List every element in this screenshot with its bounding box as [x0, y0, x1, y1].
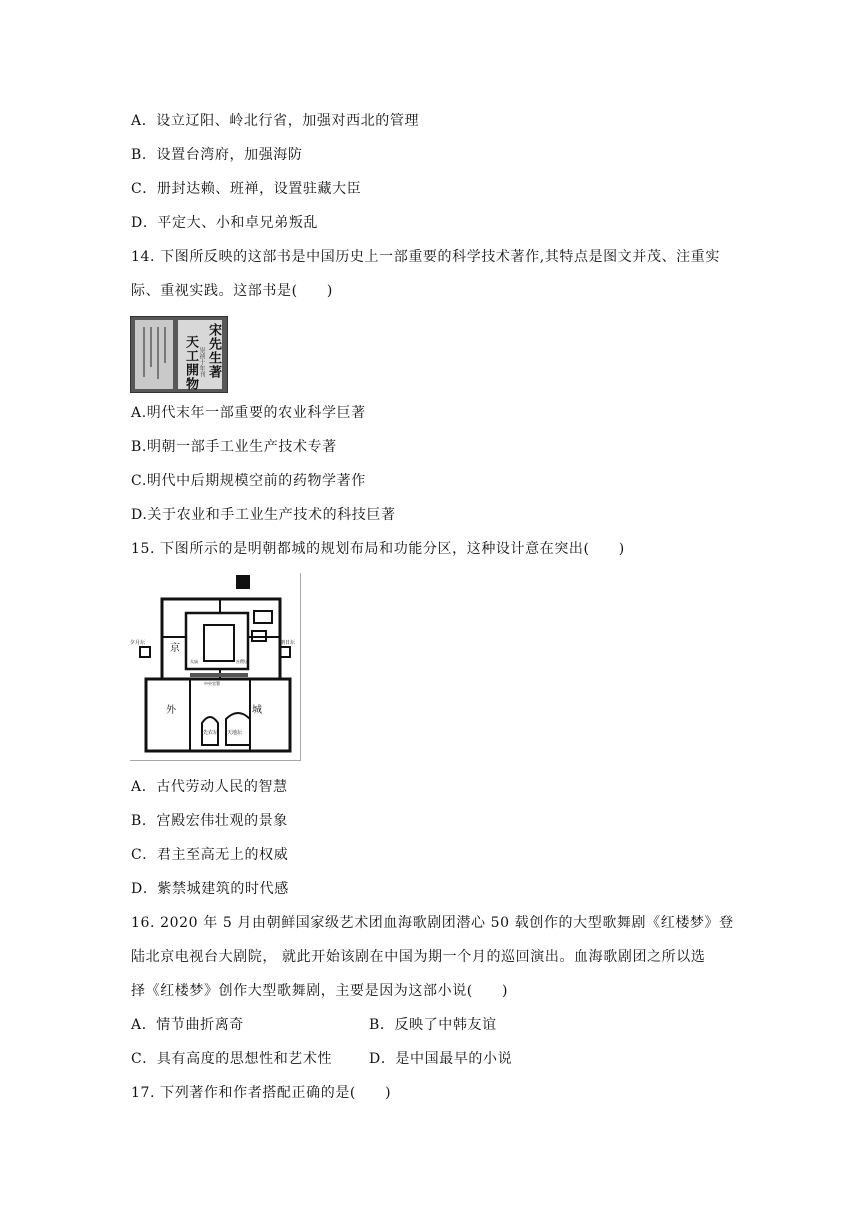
q14-option-c: C.明代中后期规模空前的药物学著作 — [131, 473, 366, 489]
map-label-gate: 中央官署 — [204, 681, 220, 686]
book-handwriting — [164, 327, 166, 363]
book-author-label: 宋先生著 — [206, 323, 221, 379]
tiangong-kaiwu-book-image — [130, 316, 228, 393]
q14-option-a: A.明代末年一部重要的农业科学巨著 — [131, 405, 366, 421]
q16-option-a: A．情节曲折离奇 — [131, 1017, 244, 1033]
q16-stem-line3: 择《红楼梦》创作大型歌舞剧，主要是因为这部小说( ) — [131, 983, 509, 999]
q13-option-a: A．设立辽阳、岭北行省，加强对西北的管理 — [131, 113, 420, 129]
q17-stem: 17. 下列著作和作者搭配正确的是( ) — [131, 1085, 392, 1101]
book-handwriting — [150, 327, 152, 367]
q16-stem-line1: 16. 2020 年 5 月由朝鲜国家级艺术团血海歌剧团潜心 50 载创作的大型歌舞剧《红楼梦》登 — [131, 915, 734, 931]
q16-option-b: B．反映了中韩友谊 — [369, 1017, 497, 1033]
map-label-altar: 社稷坛 — [236, 659, 248, 664]
map-label-tiandi: 天地坛 — [227, 730, 243, 736]
q14-stem-line1: 14. 下图所反映的这部书是中国历史上一部重要的科学技术著作,其特点是图文并茂、注重实 — [131, 249, 720, 265]
map-top-marker — [236, 575, 250, 589]
book-left-page — [135, 320, 173, 389]
book-small-note: 崇祯十年刊 — [198, 347, 205, 377]
q16-option-d: D．是中国最早的小说 — [369, 1051, 513, 1067]
q13-option-d: D．平定大、小和卓兄弟叛乱 — [131, 215, 319, 231]
map-label-xiyue: 夕月坛 — [130, 640, 146, 646]
q14-option-b: B.明朝一部手工业生产技术专著 — [131, 439, 337, 455]
map-label-ancestral: 太庙 — [190, 659, 198, 664]
q14-stem-line2: 际、重视实践。这部书是( ) — [131, 283, 333, 299]
q16-option-c: C．具有高度的思想性和艺术性 — [131, 1051, 333, 1067]
q13-option-b: B．设置台湾府，加强海防 — [131, 147, 303, 163]
q15-stem: 15. 下图所示的是明朝都城的规划布局和功能分区，这种设计意在突出( ) — [131, 541, 625, 557]
q16-option-row1 — [131, 1015, 244, 1035]
q15-option-b: B．宫殿宏伟壮观的景象 — [131, 813, 288, 829]
map-label-outer-left: 外 — [166, 705, 176, 716]
map-label-inner-city: 京 — [170, 643, 180, 654]
map-label-chaori: 朝日坛 — [280, 640, 296, 646]
q15-option-c: C．君主至高无上的权威 — [131, 847, 289, 863]
book-handwriting — [157, 327, 159, 379]
map-label-outer-right: 城 — [252, 705, 262, 716]
q16-stem-line2: 陆北京电视台大剧院， 就此开始该剧在中国为期一个月的巡回演出。血海歌剧团之所以选 — [131, 949, 706, 965]
book-title-label: 天工開物 — [183, 335, 198, 391]
q15-option-a: A．古代劳动人民的智慧 — [131, 779, 288, 795]
q13-option-c: C．册封达赖、班禅，设置驻藏大臣 — [131, 181, 362, 197]
ming-capital-map — [130, 573, 301, 761]
book-handwriting — [143, 327, 145, 377]
map-label-xiannong: 先农坛 — [203, 730, 219, 736]
q15-option-d: D．紫禁城建筑的时代感 — [131, 881, 289, 897]
q14-option-d: D.关于农业和手工业生产技术的科技巨著 — [131, 507, 396, 523]
